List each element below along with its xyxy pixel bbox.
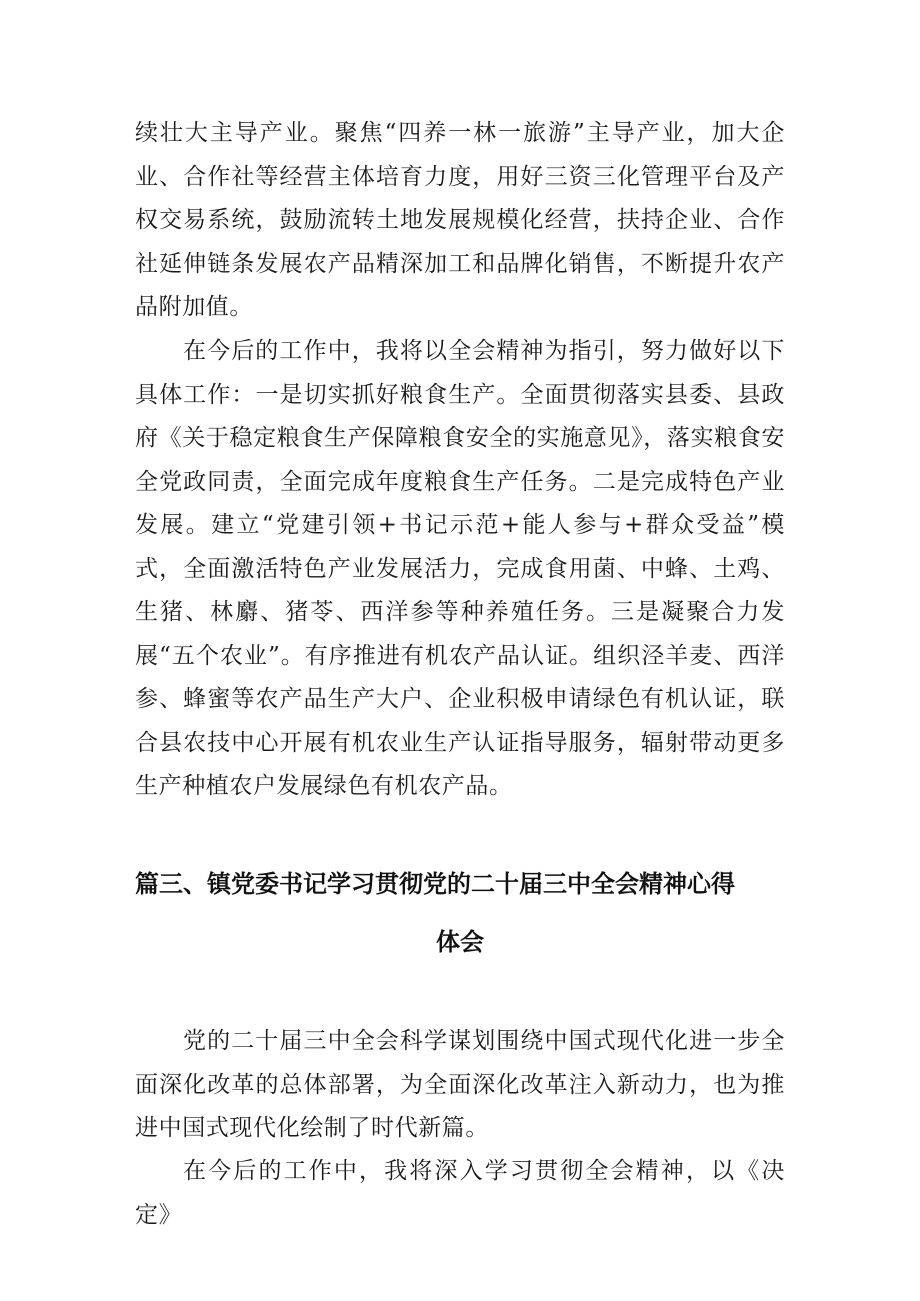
section-heading-continued: 体会 (436, 928, 484, 956)
body-paragraph: 续壮大主导产业。聚焦“四养一林一旅游”主导产业，加大企业、合作社等经营主体培育力度，用好三资三化管理平台及产权交易系统，鼓励流转土地发展规模化经营，扶持企业、合作社延伸链条发展农产品精深加工和品牌化销售，不断提升农产品附加值。 (135, 120, 785, 320)
section-heading: 篇三、镇党委书记学习贯彻党的二十届三中全会精神心得 (135, 870, 735, 898)
body-paragraph: 在今后的工作中，我将以全会精神为指引，努力做好以下具体工作：一是切实抓好粮食生产。全面贯彻落实县委、县政府《关于稳定粮食生产保障粮食安全的实施意见》，落实粮食安全党政同责，全面完成年度粮食生产任务。二是完成特色产业发展。建立“党建引领+书记示范+能人参与+群众受益”模式，全面激活特色产业发展活力，完成食用菌、中蜂、土鸡、生猪、林麝、猪苓、西洋参等种养殖任务。三是凝聚合力发展“五个农业”。有序推进有机农产品认证。组织泾羊麦、西洋参、蜂蜜等农产品生产大户、企业积极申请绿色有机认证，联合县农技中心开展有机农业生产认证指导服务，辐射带动更多生产种植农户发展绿色有机农产品。 (135, 338, 785, 799)
body-paragraph: 党的二十届三中全会科学谋划围绕中国式现代化进一步全面深化改革的总体部署，为全面深化改革注入新动力，也为推进中国式现代化绘制了时代新篇。 (135, 1028, 785, 1141)
body-paragraph: 在今后的工作中，我将深入学习贯彻全会精神，以《决定》 (135, 1158, 785, 1228)
